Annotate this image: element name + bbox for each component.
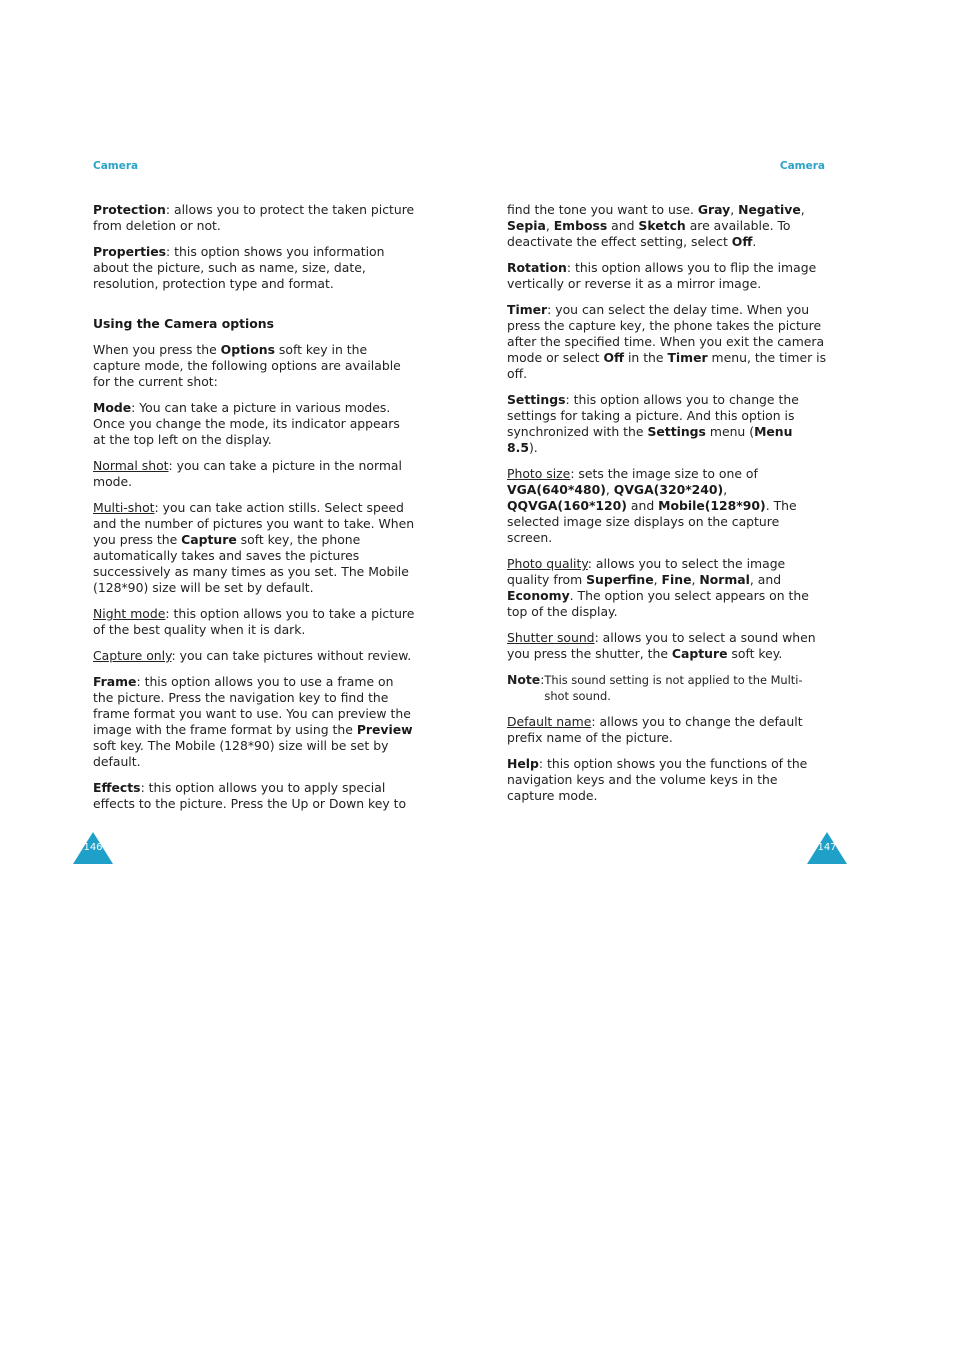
help-paragraph: Help: this option shows you the functions of the navigation keys and the volume keys in the capture mode. [507, 756, 808, 803]
page-number-left: 146 [73, 832, 113, 864]
note-block: Note: This sound setting is not applied to the Multi-shot sound. [507, 672, 827, 704]
properties-paragraph: Properties: this option shows you information about the picture, such as name, size, date, resolution, protection type and format. [93, 244, 385, 291]
left-column [93, 202, 415, 822]
intro-paragraph: When you press the Options soft key in the capture mode, the following options are available for the current shot: [93, 342, 401, 389]
rotation-paragraph: Rotation: this option allows you to flip the image vertically or reverse it as a mirror image. [507, 260, 817, 291]
multi-shot-paragraph: Multi-shot: you can take action stills. Select speed and the number of pictures you want to take. When you press the Capture soft key, the phone automatically takes and saves the pictures successively as many times as you set. The Mobile (128*90) size will be set by default. [93, 500, 415, 595]
capture-only-paragraph: Capture only: you can take pictures without review. [93, 648, 412, 663]
frame-paragraph: Frame: this option allows you to use a frame on the picture. Press the navigation key to find the frame format you want to use. You can preview the image with the frame format by using the Preview soft key. The Mobile (128*90) size will be set by default. [93, 674, 413, 769]
page-number-right: 147 [807, 832, 847, 864]
protection-paragraph: Protection: allows you to protect the taken picture from deletion or not. [93, 202, 415, 233]
section-heading: Using the Camera options [93, 316, 274, 331]
default-name-paragraph: Default name: allows you to change the default prefix name of the picture. [507, 714, 803, 745]
chapter-header-left: Camera [93, 160, 139, 172]
effects-paragraph: Effects: this option allows you to apply special effects to the picture. Press the Up or Down key to [93, 780, 407, 811]
photo-size-paragraph: Photo size: sets the image size to one of VGA(640*480), QVGA(320*240), QQVGA(160*120) and Mobile(128*90). The selected image size displays on the capture screen. [507, 466, 797, 545]
night-mode-paragraph: Night mode: this option allows you to take a picture of the best quality when it is dark. [93, 606, 415, 637]
settings-paragraph: Settings: this option allows you to change the settings for taking a picture. And this option is synchronized with the Settings menu (Menu 8.5). [507, 392, 799, 455]
photo-quality-paragraph: Photo quality: allows you to select the image quality from Superfine, Fine, Normal, and Economy. The option you select appears on the top of the display. [507, 556, 809, 619]
mode-paragraph: Mode: You can take a picture in various modes. Once you change the mode, its indicator appears at the top left on the display. [93, 400, 400, 447]
timer-paragraph: Timer: you can select the delay time. When you press the capture key, the phone takes the picture after the specified time. When you exit the camera mode or select Off in the Timer menu, the timer is off. [507, 302, 827, 381]
right-column [507, 202, 827, 814]
shutter-sound-paragraph: Shutter sound: allows you to select a sound when you press the shutter, the Capture soft key. [507, 630, 816, 661]
chapter-header-right: Camera [779, 160, 825, 172]
note-text: This sound setting is not applied to the Multi-shot sound. [544, 673, 803, 703]
normal-shot-paragraph: Normal shot: you can take a picture in the normal mode. [93, 458, 402, 489]
effects-continued-paragraph: find the tone you want to use. Gray, Negative, Sepia, Emboss and Sketch are available. To deactivate the effect setting, select Off. [507, 202, 805, 249]
